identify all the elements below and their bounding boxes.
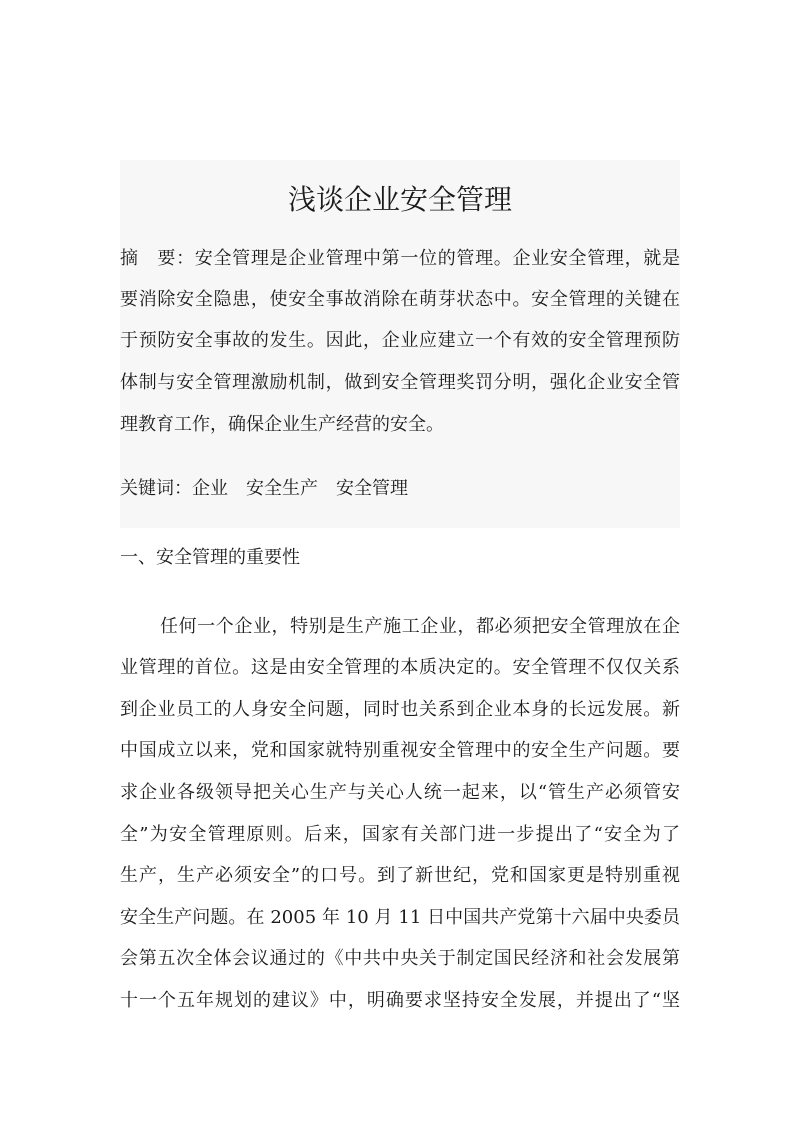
body-line: 求企业各级领导把关心生产与关心人统一起来，以“管生产必须管安 — [120, 782, 680, 803]
body-line: 会第五次全体会议通过的《中共中央关于制定国民经济和社会发展第 — [120, 948, 680, 969]
body-line: 到企业员工的人身安全问题，同时也关系到企业本身的长远发展。新 — [120, 699, 680, 720]
abstract-line: 体制与安全管理激励机制，做到安全管理奖罚分明，强化企业安全管 — [120, 372, 680, 393]
body-line: 生产，生产必须安全”的口号。到了新世纪，党和国家更是特别重视 — [120, 865, 680, 886]
document-title: 浅谈企业安全管理 — [287, 183, 512, 216]
keyword: 安全管理 — [336, 478, 408, 499]
body-line: 全”为安全管理原则。后来，国家有关部门进一步提出了“安全为了 — [120, 824, 680, 845]
abstract-line: 理教育工作，确保企业生产经营的安全。 — [120, 414, 444, 435]
abstract-line: 要消除安全隐患，使安全事故消除在萌芽状态中。安全管理的关键在 — [120, 289, 680, 310]
body-line: 十一个五年规划的建议》中，明确要求坚持安全发展，并提出了“坚 — [120, 990, 680, 1011]
keyword: 安全生产 — [246, 478, 318, 499]
abstract-line: 摘 要：安全管理是企业管理中第一位的管理。企业安全管理，就是 — [120, 248, 680, 269]
section-heading: 一、安全管理的重要性 — [120, 547, 300, 568]
body-line: 业管理的首位。这是由安全管理的本质决定的。安全管理不仅仅关系 — [120, 657, 680, 678]
keywords-label: 关键词： — [120, 478, 192, 499]
body-line: 中国成立以来，党和国家就特别重视安全管理中的安全生产问题。要 — [120, 740, 680, 761]
abstract-line: 于预防安全事故的发生。因此，企业应建立一个有效的安全管理预防 — [120, 330, 680, 351]
body-line: 安全生产问题。在 2005 年 10 月 11 日中国共产党第十六届中央委员 — [120, 907, 680, 928]
body-line: 任何一个企业，特别是生产施工企业，都必须把安全管理放在企 — [160, 616, 680, 637]
keywords-line — [120, 477, 680, 501]
keyword: 企业 — [192, 478, 228, 499]
